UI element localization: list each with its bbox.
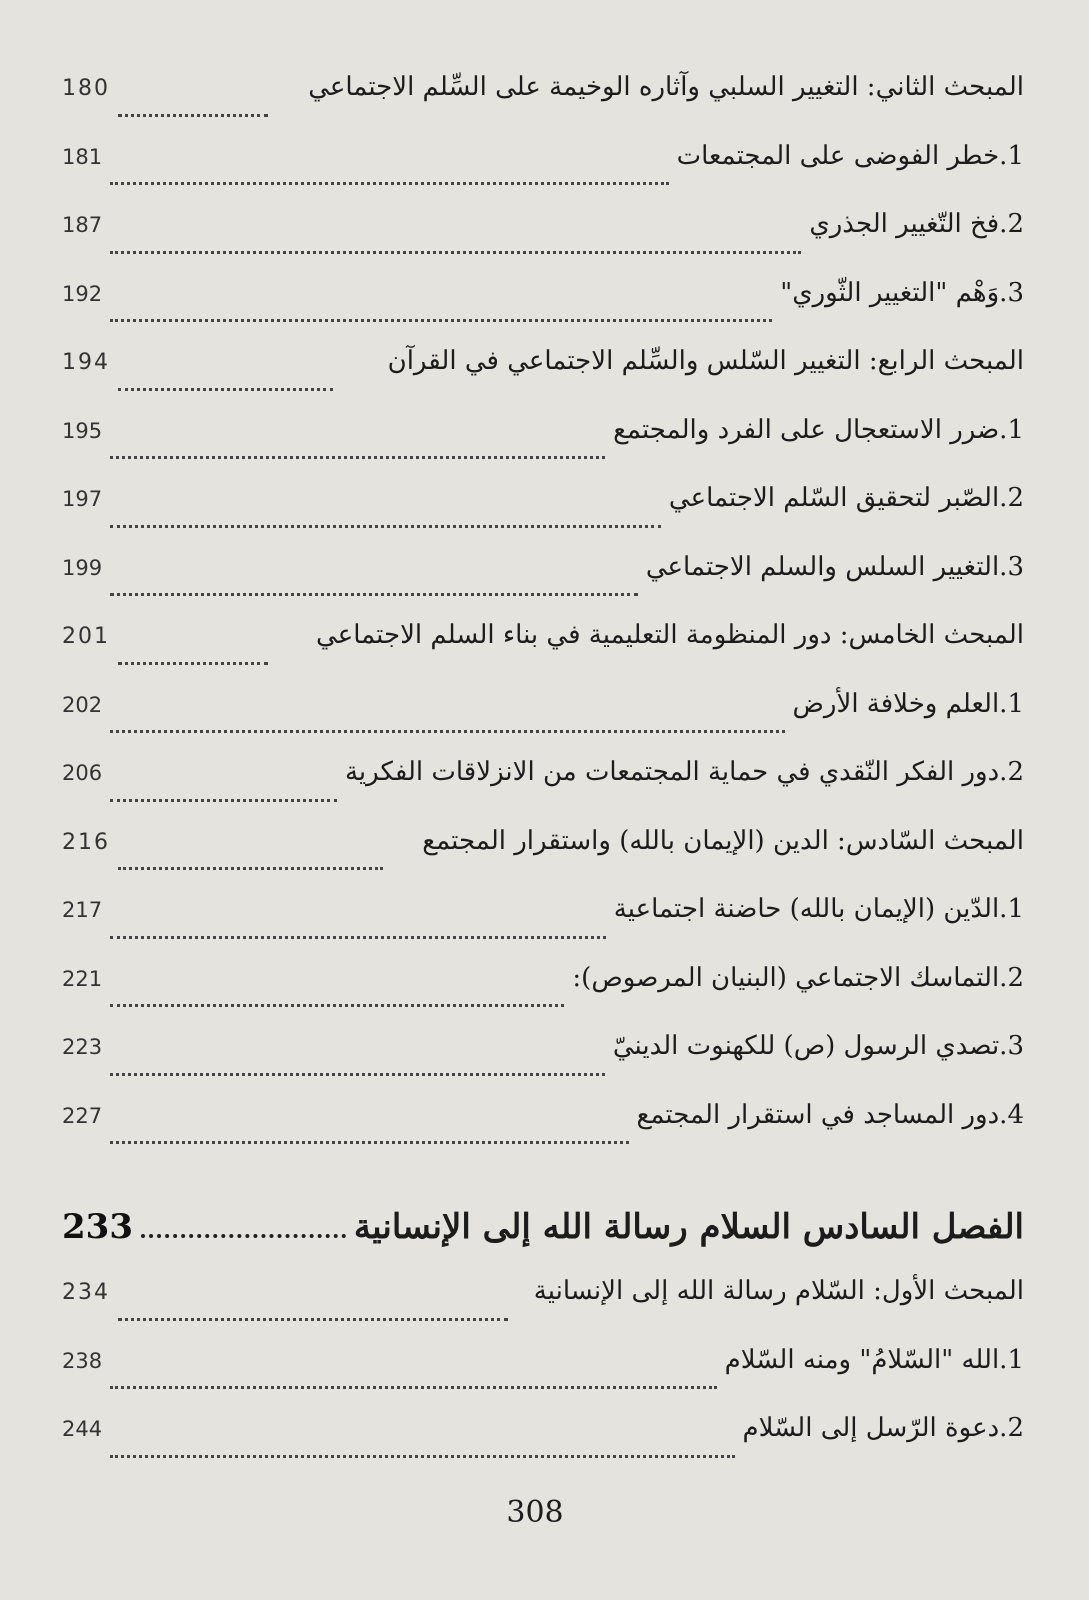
dot-leader: [118, 652, 268, 665]
entry-page-number: 199: [62, 555, 103, 580]
dot-leader: [118, 1308, 508, 1321]
subsection-entry[interactable]: [62, 209, 1024, 278]
dot-leader: [141, 1224, 346, 1238]
section-entry[interactable]: [62, 620, 1024, 689]
entry-title: 2.دعوة الرّسل إلى السّلام: [742, 1413, 1024, 1443]
entry-page-number: 197: [62, 487, 103, 511]
entry-title: 1.الله "السّلامُ" ومنه السّلام: [724, 1344, 1024, 1375]
dot-leader: [118, 378, 333, 391]
dot-leader: [110, 720, 784, 733]
entry-title: المبحث الثاني: التغيير السلبي وآثاره الوخيمة على السِّلم الاجتماعي: [308, 72, 1024, 102]
entry-title: 3.تصدي الرسول (ص) للكهنوت الدينيّ: [612, 1031, 1024, 1061]
dot-leader: [110, 1131, 628, 1144]
dot-leader: [110, 172, 669, 185]
subsection-entry[interactable]: [62, 1031, 1024, 1100]
entry-page-number: 233: [62, 1207, 133, 1247]
entry-page-number: 201: [62, 624, 110, 649]
dot-leader: [110, 515, 661, 528]
dot-leader: [110, 994, 564, 1007]
entry-title: 3.وَهْم "التغيير الثّوري": [780, 277, 1024, 308]
dot-leader: [110, 926, 606, 939]
entry-title: المبحث الرابع: التغيير السّلس والسِّلم الاجتماعي في القرآن: [387, 346, 1024, 376]
entry-title: 2.دور الفكر النّقدي في حماية المجتمعات من الانزلاقات الفكرية: [344, 757, 1024, 787]
dot-leader: [110, 1376, 717, 1389]
dot-leader: [118, 104, 268, 117]
section-entry[interactable]: [62, 1276, 1024, 1345]
chapter-entry[interactable]: [62, 1178, 1024, 1276]
subsection-entry[interactable]: [62, 552, 1024, 621]
dot-leader: [110, 309, 772, 322]
entry-page-number: 181: [62, 144, 103, 169]
entry-title: 1.الدّين (الإيمان بالله) حاضنة اجتماعية: [613, 894, 1024, 924]
entry-title: 2.الصّبر لتحقيق السّلم الاجتماعي: [668, 483, 1024, 513]
entry-page-number: 234: [62, 1280, 110, 1305]
entry-page-number: 216: [62, 829, 110, 855]
entry-page-number: 238: [62, 1348, 103, 1373]
entry-page-number: 195: [62, 418, 103, 443]
entry-page-number: 217: [62, 898, 103, 922]
section-entry[interactable]: [62, 346, 1024, 415]
entry-title: 1.ضرر الاستعجال على الفرد والمجتمع: [613, 414, 1024, 445]
subsection-entry[interactable]: [62, 278, 1024, 347]
subsection-entry[interactable]: [62, 415, 1024, 484]
entry-page-number: 187: [62, 213, 103, 237]
dot-leader: [118, 857, 383, 870]
dot-leader: [110, 241, 801, 254]
dot-leader: [110, 583, 638, 596]
entry-title: المبحث الخامس: دور المنظومة التعليمية في بناء السلم الاجتماعي: [316, 620, 1024, 650]
entry-title: المبحث الأول: السّلام رسالة الله إلى الإنسانية: [533, 1276, 1024, 1306]
subsection-entry[interactable]: [62, 1345, 1024, 1414]
dot-leader: [110, 1445, 734, 1458]
entry-page-number: 194: [62, 350, 110, 375]
entry-title: 3.التغيير السلس والسلم الاجتماعي: [645, 551, 1024, 582]
entry-title: 1.العلم وخلافة الأرض: [792, 688, 1024, 719]
dot-leader: [110, 446, 605, 459]
subsection-entry[interactable]: [62, 894, 1024, 963]
entry-title: 2.التماسك الاجتماعي (البنيان المرصوص):: [572, 962, 1024, 993]
entry-page-number: 180: [62, 76, 110, 101]
entry-page-number: 202: [62, 692, 103, 717]
entry-title: 1.خطر الفوضى على المجتمعات: [676, 140, 1024, 171]
entry-title: 4.دور المساجد في استقرار المجتمع: [636, 1099, 1024, 1130]
section-entry[interactable]: [62, 72, 1024, 141]
entry-title: المبحث السّادس: الدين (الإيمان بالله) واستقرار المجتمع: [422, 825, 1024, 856]
entry-title: الفصل السادس السلام رسالة الله إلى الإنسانية: [353, 1207, 1024, 1247]
page-number: 308: [506, 1495, 564, 1530]
subsection-entry[interactable]: [62, 757, 1024, 826]
section-entry[interactable]: [62, 826, 1024, 895]
subsection-entry[interactable]: [62, 963, 1024, 1032]
table-of-contents: [62, 72, 1024, 1482]
subsection-entry[interactable]: [62, 1413, 1024, 1482]
entry-page-number: 244: [62, 1417, 103, 1441]
entry-page-number: 192: [62, 281, 103, 306]
entry-page-number: 227: [62, 1103, 103, 1128]
entry-page-number: 223: [62, 1035, 103, 1059]
subsection-entry[interactable]: [62, 141, 1024, 210]
entry-page-number: 221: [62, 966, 103, 991]
entry-page-number: 206: [62, 761, 103, 785]
entry-title: 2.فخ التّغيير الجذري: [809, 209, 1024, 239]
subsection-entry[interactable]: [62, 1100, 1024, 1169]
subsection-entry[interactable]: [62, 483, 1024, 552]
dot-leader: [110, 789, 337, 802]
dot-leader: [110, 1063, 605, 1076]
subsection-entry[interactable]: [62, 689, 1024, 758]
